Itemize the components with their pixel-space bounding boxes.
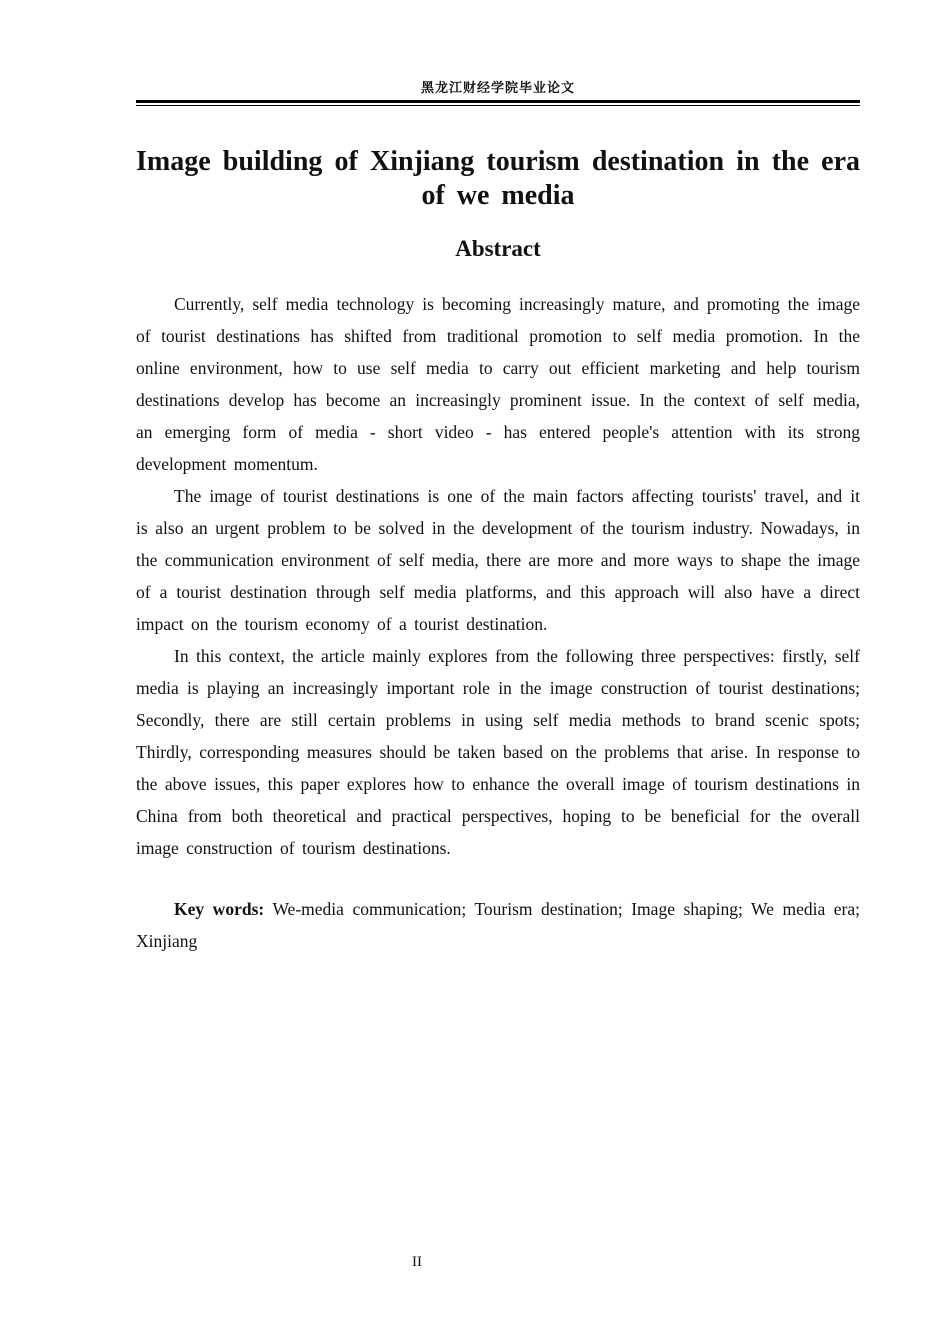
keywords-text: We-media communication; Tourism destination; Image shaping; We media era; Xinjiang xyxy=(136,899,860,951)
abstract-paragraph-1: Currently, self media technology is becoming increasingly mature, and promoting the image of tourist destinations has shifted from traditional promotion to self media promotion. In the online environment, how to use self media to carry out efficient marketing and help tourism destinations develop has become an increasingly prominent issue. In the context of self media, an emerging form of media - short video - has entered people's attention with its strong development momentum. xyxy=(136,294,860,474)
header-rule-thick xyxy=(136,100,860,103)
page-number: II xyxy=(412,1254,422,1270)
keywords-line xyxy=(136,893,860,957)
abstract-body xyxy=(136,288,860,957)
abstract-paragraph-3: In this context, the article mainly explores from the following three perspectives: firstly, self media is playing an increasingly important role in the image construction of tourist destinations; Secondly, there are still certain problems in using self media methods to brand scenic spots; Thirdly, corresponding measures should be taken based on the problems that arise. In response to the above issues, this paper explores how to enhance the overall image of tourism destinations in China from both theoretical and practical perspectives, hoping to be beneficial for the overall image construction of tourism destinations. xyxy=(136,646,860,858)
paper-title: Image building of Xinjiang tourism destination in the era of we media xyxy=(136,146,860,211)
header-rule-thin xyxy=(136,105,860,106)
keywords-label: Key words: xyxy=(174,899,265,919)
abstract-paragraph-2: The image of tourist destinations is one of the main factors affecting tourists' travel, and it is also an urgent problem to be solved in the development of the tourism industry. Nowadays, in the communication environment of self media, there are more and more ways to shape the image of a tourist destination through self media platforms, and this approach will also have a direct impact on the tourism economy of a tourist destination. xyxy=(136,486,860,634)
running-header: 黑龙江财经学院毕业论文 xyxy=(420,81,575,96)
abstract-heading: Abstract xyxy=(455,236,541,261)
